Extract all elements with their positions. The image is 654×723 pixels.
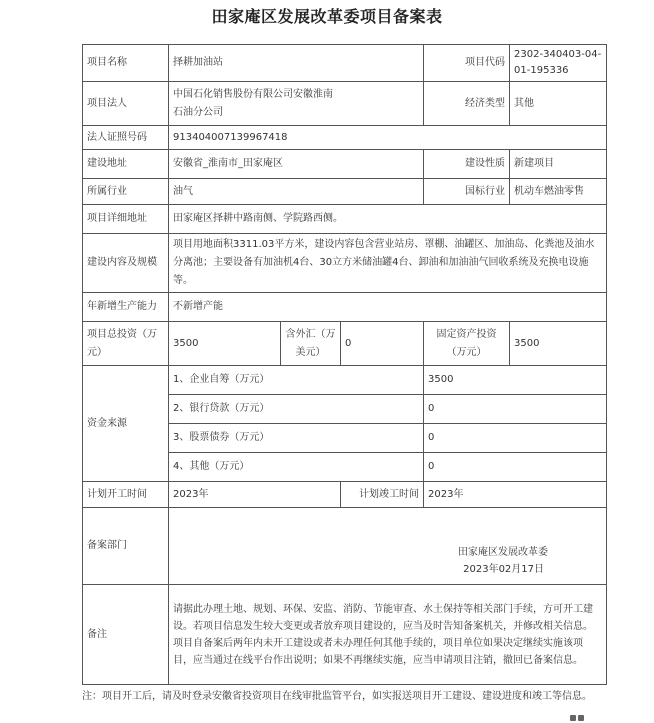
scope-value: 项目用地面积3311.03平方米，建设内容包含营业站房、罩棚、油罐区、加油岛、化粪池及油水分离池；主要设备有加油机4台、30立方米储油罐4台、卸油和加油油气回收系统及充换电设施等。 [169,234,607,293]
notes-label: 备注 [83,585,169,685]
share-icon[interactable] [570,713,586,723]
project-code-label: 项目代码 [424,45,510,82]
funding-item-value: 0 [424,424,607,453]
funding-item-value: 0 [424,453,607,482]
dept-name: 田家庵区发展改革委 [458,547,549,558]
nature-value: 新建项目 [510,150,607,179]
funding-item-label: 4、其他（万元） [169,453,424,482]
funding-item-value: 0 [424,395,607,424]
national-industry-label: 国标行业 [424,179,510,205]
national-industry-value: 机动车燃油零售 [510,179,607,205]
total-invest-label: 项目总投资（万元） [83,322,169,366]
fixed-invest-label: 固定资产投资（万元） [424,322,510,366]
forex-value: 0 [341,322,424,366]
legal-person-value: 中国石化销售股份有限公司安徽淮南石油分公司 [169,82,424,126]
finish-value: 2023年 [424,482,607,508]
finish-label: 计划竣工时间 [341,482,424,508]
site-value: 安徽省_淮南市_田家庵区 [169,150,424,179]
total-invest-value: 3500 [169,322,281,366]
page-title: 田家庵区发展改革委项目备案表 [211,7,443,26]
filing-table [82,44,607,685]
start-value: 2023年 [169,482,341,508]
license-value: 913404007139967418 [169,126,607,150]
notes-value: 请据此办理土地、规划、环保、安监、消防、节能审查、水土保持等相关部门手续，方可开工建设。若项目信息发生较大变更或者放弃项目建设的，应当及时告知备案机关，并修改相关信息。项目自备案后两年内未开工建设或者未办理任何其他手续的，项目单位如果决定继续实施该项目，应当通过在线平台作出说明；如果不再继续实施，应当申请项目注销，撤回已备案信息。 [169,585,607,685]
footnote: 注：项目开工后，请及时登录安徽省投资项目在线审批监管平台，如实报送项目开工建设、建设进度和竣工等信息。 [82,691,592,702]
start-label: 计划开工时间 [83,482,169,508]
fixed-invest-value: 3500 [510,322,607,366]
project-name-value: 择耕加油站 [169,45,424,82]
funding-item-label: 2、银行贷款（万元） [169,395,424,424]
site-label: 建设地址 [83,150,169,179]
detail-address-value: 田家庵区择耕中路南侧、学院路西侧。 [169,205,607,234]
dept-date: 2023年02月17日 [463,564,545,575]
project-code-value: 2302-340403-04-01-195336 [510,45,607,82]
license-label: 法人证照号码 [83,126,169,150]
economic-type-label: 经济类型 [424,82,510,126]
dept-block [169,508,607,585]
funding-item-value: 3500 [424,366,607,395]
dept-label: 备案部门 [83,508,169,585]
nature-label: 建设性质 [424,150,510,179]
industry-label: 所属行业 [83,179,169,205]
industry-value: 油气 [169,179,424,205]
funding-label: 资金来源 [83,366,169,482]
forex-label: 含外汇（万美元） [281,322,341,366]
economic-type-value: 其他 [510,82,607,126]
legal-person-label: 项目法人 [83,82,169,126]
project-name-label: 项目名称 [83,45,169,82]
funding-item-label: 3、股票债券（万元） [169,424,424,453]
scope-label: 建设内容及规模 [83,234,169,293]
funding-item-label: 1、企业自筹（万元） [169,366,424,395]
detail-address-label: 项目详细地址 [83,205,169,234]
capacity-label: 年新增生产能力 [83,293,169,322]
capacity-value: 不新增产能 [169,293,607,322]
